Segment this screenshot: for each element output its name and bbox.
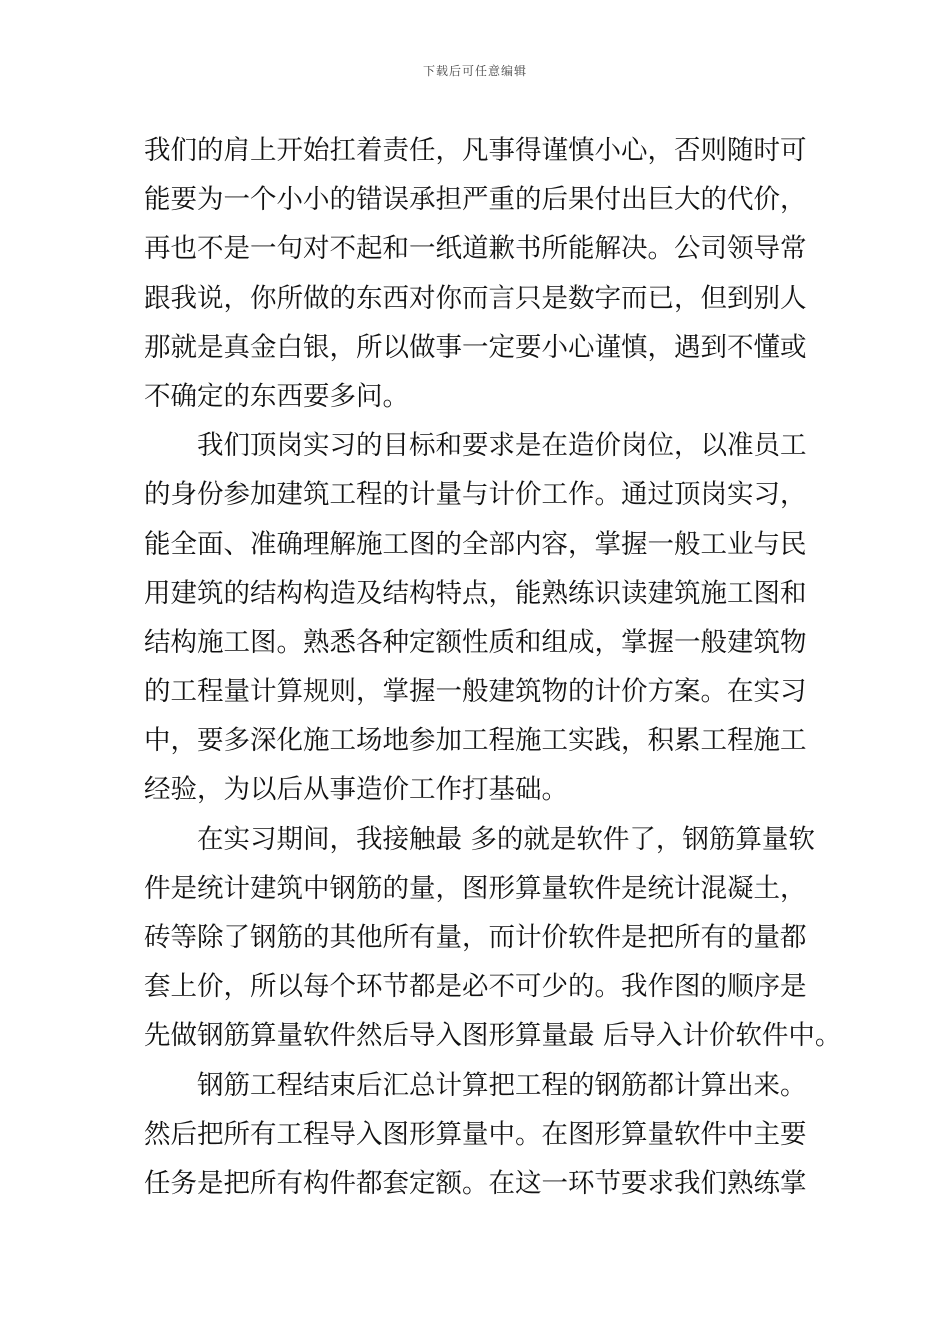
text-line: 能全面、准确理解施工图的全部内容，掌握一般工业与民 [144, 528, 807, 560]
text-line: 结构施工图。熟悉各种定额性质和组成，掌握一般建筑物 [144, 626, 807, 658]
text-line: 那就是真金白银，所以做事一定要小心谨慎，遇到不懂或 [144, 331, 807, 363]
text-line: 套上价，所以每个环节都是必不可少的。我作图的顺序是 [144, 971, 807, 1003]
text-line: 件是统计建筑中钢筋的量，图形算量软件是统计混凝土， [144, 872, 807, 904]
text-line: 不确定的东西要多问。 [144, 380, 409, 412]
text-line: 能要为一个小小的错误承担严重的后果付出巨大的代价， [144, 184, 807, 216]
text-line: 再也不是一句对不起和一纸道歉书所能解决。公司领导常 [144, 233, 807, 265]
text-line: 中，要多深化施工场地参加工程施工实践，积累工程施工 [144, 725, 807, 757]
text-line: 的工程量计算规则，掌握一般建筑物的计价方案。在实习 [144, 676, 807, 708]
text-line: 钢筋工程结束后汇总计算把工程的钢筋都计算出来。 [197, 1069, 807, 1101]
text-line: 跟我说，你所做的东西对你而言只是数字而已，但到别人 [144, 282, 807, 314]
text-line: 然后把所有工程导入图形算量中。在图形算量软件中主要 [144, 1118, 807, 1150]
page-header: 下载后可任意编辑 [422, 64, 527, 78]
text-line: 我们的肩上开始扛着责任，凡事得谨慎小心，否则随时可 [144, 135, 807, 166]
text-line: 在实习期间，我接触最 多的就是软件了，钢筋算量软 [197, 823, 815, 855]
text-line: 经验，为以后从事造价工作打基础。 [144, 774, 568, 806]
text-line: 先做钢筋算量软件然后导入图形算量最 后导入计价软件中。 [144, 1020, 842, 1052]
text-line: 的身份参加建筑工程的计量与计价工作。通过顶岗实习， [144, 479, 807, 511]
text-line: 用建筑的结构构造及结构特点，能熟练识读建筑施工图和 [144, 577, 807, 609]
text-line: 任务是把所有构件都套定额。在这一环节要求我们熟练掌 [144, 1167, 807, 1199]
text-line: 我们顶岗实习的目标和要求是在造价岗位，以准员工 [197, 430, 807, 462]
document-body [144, 126, 842, 1208]
text-line: 砖等除了钢筋的其他所有量，而计价软件是把所有的量都 [144, 922, 807, 953]
